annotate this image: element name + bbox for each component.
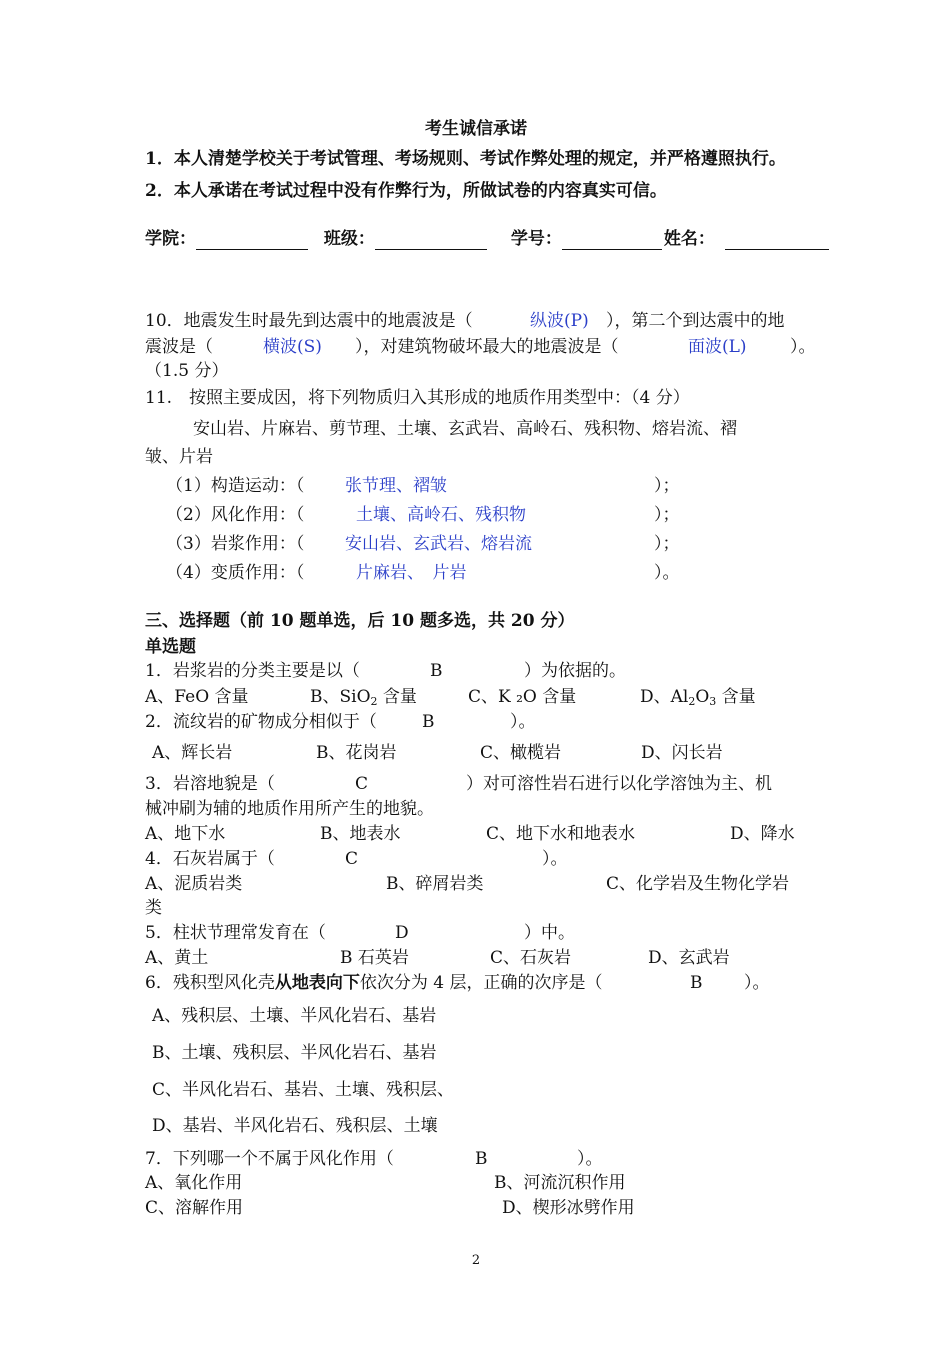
q4-option-c: C、化学岩及生物化学岩: [606, 874, 790, 894]
single-choice-heading: 单选题: [145, 637, 196, 657]
q2-stem-b: ）。: [510, 712, 536, 732]
q7-option-a: A、氧化作用: [145, 1173, 243, 1193]
q2-option-a: A、辉长岩: [152, 743, 233, 763]
q2-stem-a: 2．流纹岩的矿物成分相似于（: [145, 712, 377, 732]
q4-option-a: A、泥质岩类: [145, 874, 243, 894]
q10-text-1: 10．地震发生时最先到达震中的地震波是（: [145, 311, 473, 331]
id-label: 学号：: [510, 229, 562, 249]
q3-stem-c: 械冲刷为辅的地质作用所产生的地貌。: [145, 799, 434, 819]
q1-stem-b: ）为依据的。: [524, 661, 626, 681]
name-label: 姓名：: [663, 229, 715, 249]
q7-stem-a: 7．下列哪一个不属于风化作用（: [145, 1149, 394, 1169]
q5-option-c: C、石灰岩: [490, 948, 572, 968]
section-3-title: 三、选择题（前 10 题单选，后 10 题多选，共 20 分）: [145, 611, 575, 631]
q11-item-3-answer: 安山岩、玄武岩、熔岩流: [345, 534, 532, 554]
q1-option-c: C、K ₂O 含量: [468, 687, 577, 707]
name-blank[interactable]: [725, 231, 829, 250]
q2-option-d: D、闪长岩: [641, 743, 723, 763]
q4-stem-b: ）。: [542, 849, 568, 869]
q7-answer: B: [475, 1149, 488, 1169]
q10-answer-2: 横波(S): [263, 337, 322, 357]
q3-stem-b: ）对可溶性岩石进行以化学溶蚀为主、机: [466, 774, 772, 794]
q6-stem-c: ）。: [744, 973, 770, 993]
q2-option-c: C、橄榄岩: [480, 743, 562, 763]
q6-option-d: D、基岩、半风化岩石、残积层、土壤: [152, 1116, 438, 1136]
q6-option-b: B、土壤、残积层、半风化岩石、基岩: [152, 1043, 437, 1063]
q3-option-b: B、地表水: [320, 824, 401, 844]
q1-stem-a: 1．岩浆岩的分类主要是以（: [145, 661, 360, 681]
q6-option-a: A、残积层、土壤、半风化岩石、基岩: [152, 1006, 437, 1026]
q7-option-c: C、溶解作用: [145, 1198, 244, 1218]
q3-option-a: A、地下水: [145, 824, 226, 844]
q7-option-b: B、河流沉积作用: [494, 1173, 626, 1193]
q5-option-d: D、玄武岩: [648, 948, 730, 968]
q11-item-3-label: （3）岩浆作用：（: [166, 534, 305, 554]
q11-item-1-label: （1）构造运动：（: [166, 476, 305, 496]
id-blank[interactable]: [562, 231, 662, 250]
q11-item-4-label: （4）变质作用：（: [166, 563, 305, 583]
college-label: 学院：: [145, 229, 196, 249]
q4-option-b: B、碎屑岩类: [386, 874, 484, 894]
q3-option-d: D、降水: [730, 824, 795, 844]
q5-stem-a: 5．柱状节理常发育在（: [145, 923, 326, 943]
q10-answer-3: 面波(L): [688, 337, 747, 357]
q3-option-c: C、地下水和地表水: [486, 824, 636, 844]
q4-option-c-wrap: 类: [145, 898, 162, 918]
q5-answer: D: [395, 923, 409, 943]
q10-answer-1: 纵波(P): [530, 311, 589, 331]
college-blank[interactable]: [196, 231, 308, 250]
q11-item-3-end: ）；: [654, 534, 680, 554]
q11-materials-2: 皱、片岩: [145, 447, 213, 467]
q5-option-a: A、黄土: [145, 948, 209, 968]
q11-stem: 11. 按照主要成因，将下列物质归入其形成的地质作用类型中：（4 分）: [145, 388, 690, 408]
q10-text-3: 震波是（: [145, 337, 213, 357]
q11-item-4-end: ）。: [654, 563, 680, 583]
q11-item-1-end: ）；: [654, 476, 680, 496]
q10-text-4: ），对建筑物破坏最大的地震波是（: [355, 337, 619, 357]
class-blank[interactable]: [375, 231, 487, 250]
pledge-item-2: 2．本人承诺在考试过程中没有作弊行为，所做试卷的内容真实可信。: [145, 181, 667, 201]
pledge-item-1: 1．本人清楚学校关于考试管理、考场规则、考试作弊处理的规定，并严格遵照执行。: [145, 149, 786, 169]
q6-option-c: C、半风化岩石、基岩、土壤、残积层、: [152, 1080, 455, 1100]
q11-item-2-answer: 土壤、高岭石、残积物: [356, 505, 526, 525]
q4-stem-a: 4．石灰岩属于（: [145, 849, 275, 869]
q3-stem-a: 3．岩溶地貌是（: [145, 774, 275, 794]
q11-item-2-end: ）；: [654, 505, 680, 525]
q2-answer: B: [422, 712, 435, 732]
pledge-title: 考生诚信承诺: [425, 119, 527, 139]
q11-item-2-label: （2）风化作用：（: [166, 505, 305, 525]
q10-text-5: ）。: [790, 337, 816, 357]
q6-stem: 6．残积型风化壳从地表向下依次分为 4 层，正确的次序是（: [145, 973, 603, 993]
q5-stem-b: ）中。: [524, 923, 575, 943]
q6-answer: B: [690, 973, 703, 993]
q3-answer: C: [355, 774, 369, 794]
q4-answer: C: [345, 849, 359, 869]
page-number: 2: [471, 1253, 481, 1268]
q1-answer: B: [430, 661, 443, 681]
q1-option-a: A、FeO 含量: [145, 687, 249, 707]
q7-stem-b: ）。: [577, 1149, 603, 1169]
q5-option-b: B 石英岩: [340, 948, 409, 968]
q1-option-d: D、$Al_2O_3$ 含量: [640, 687, 756, 708]
q7-option-d: D、楔形冰劈作用: [502, 1198, 635, 1218]
class-label: 班级：: [323, 229, 375, 249]
q10-score: （1.5 分）: [145, 361, 229, 381]
student-info-row: [145, 228, 839, 250]
q11-item-1-answer: 张节理、褶皱: [345, 476, 447, 496]
q1-option-b: B、SiO$_2$ 含量: [310, 687, 417, 708]
q11-materials-1: 安山岩、片麻岩、剪节理、土壤、玄武岩、高岭石、残积物、熔岩流、褶: [193, 419, 737, 439]
q11-item-4-answer: 片麻岩、 片岩: [356, 563, 467, 583]
q2-option-b: B、花岗岩: [316, 743, 397, 763]
q10-text-2: ），第二个到达震中的地: [606, 311, 785, 331]
